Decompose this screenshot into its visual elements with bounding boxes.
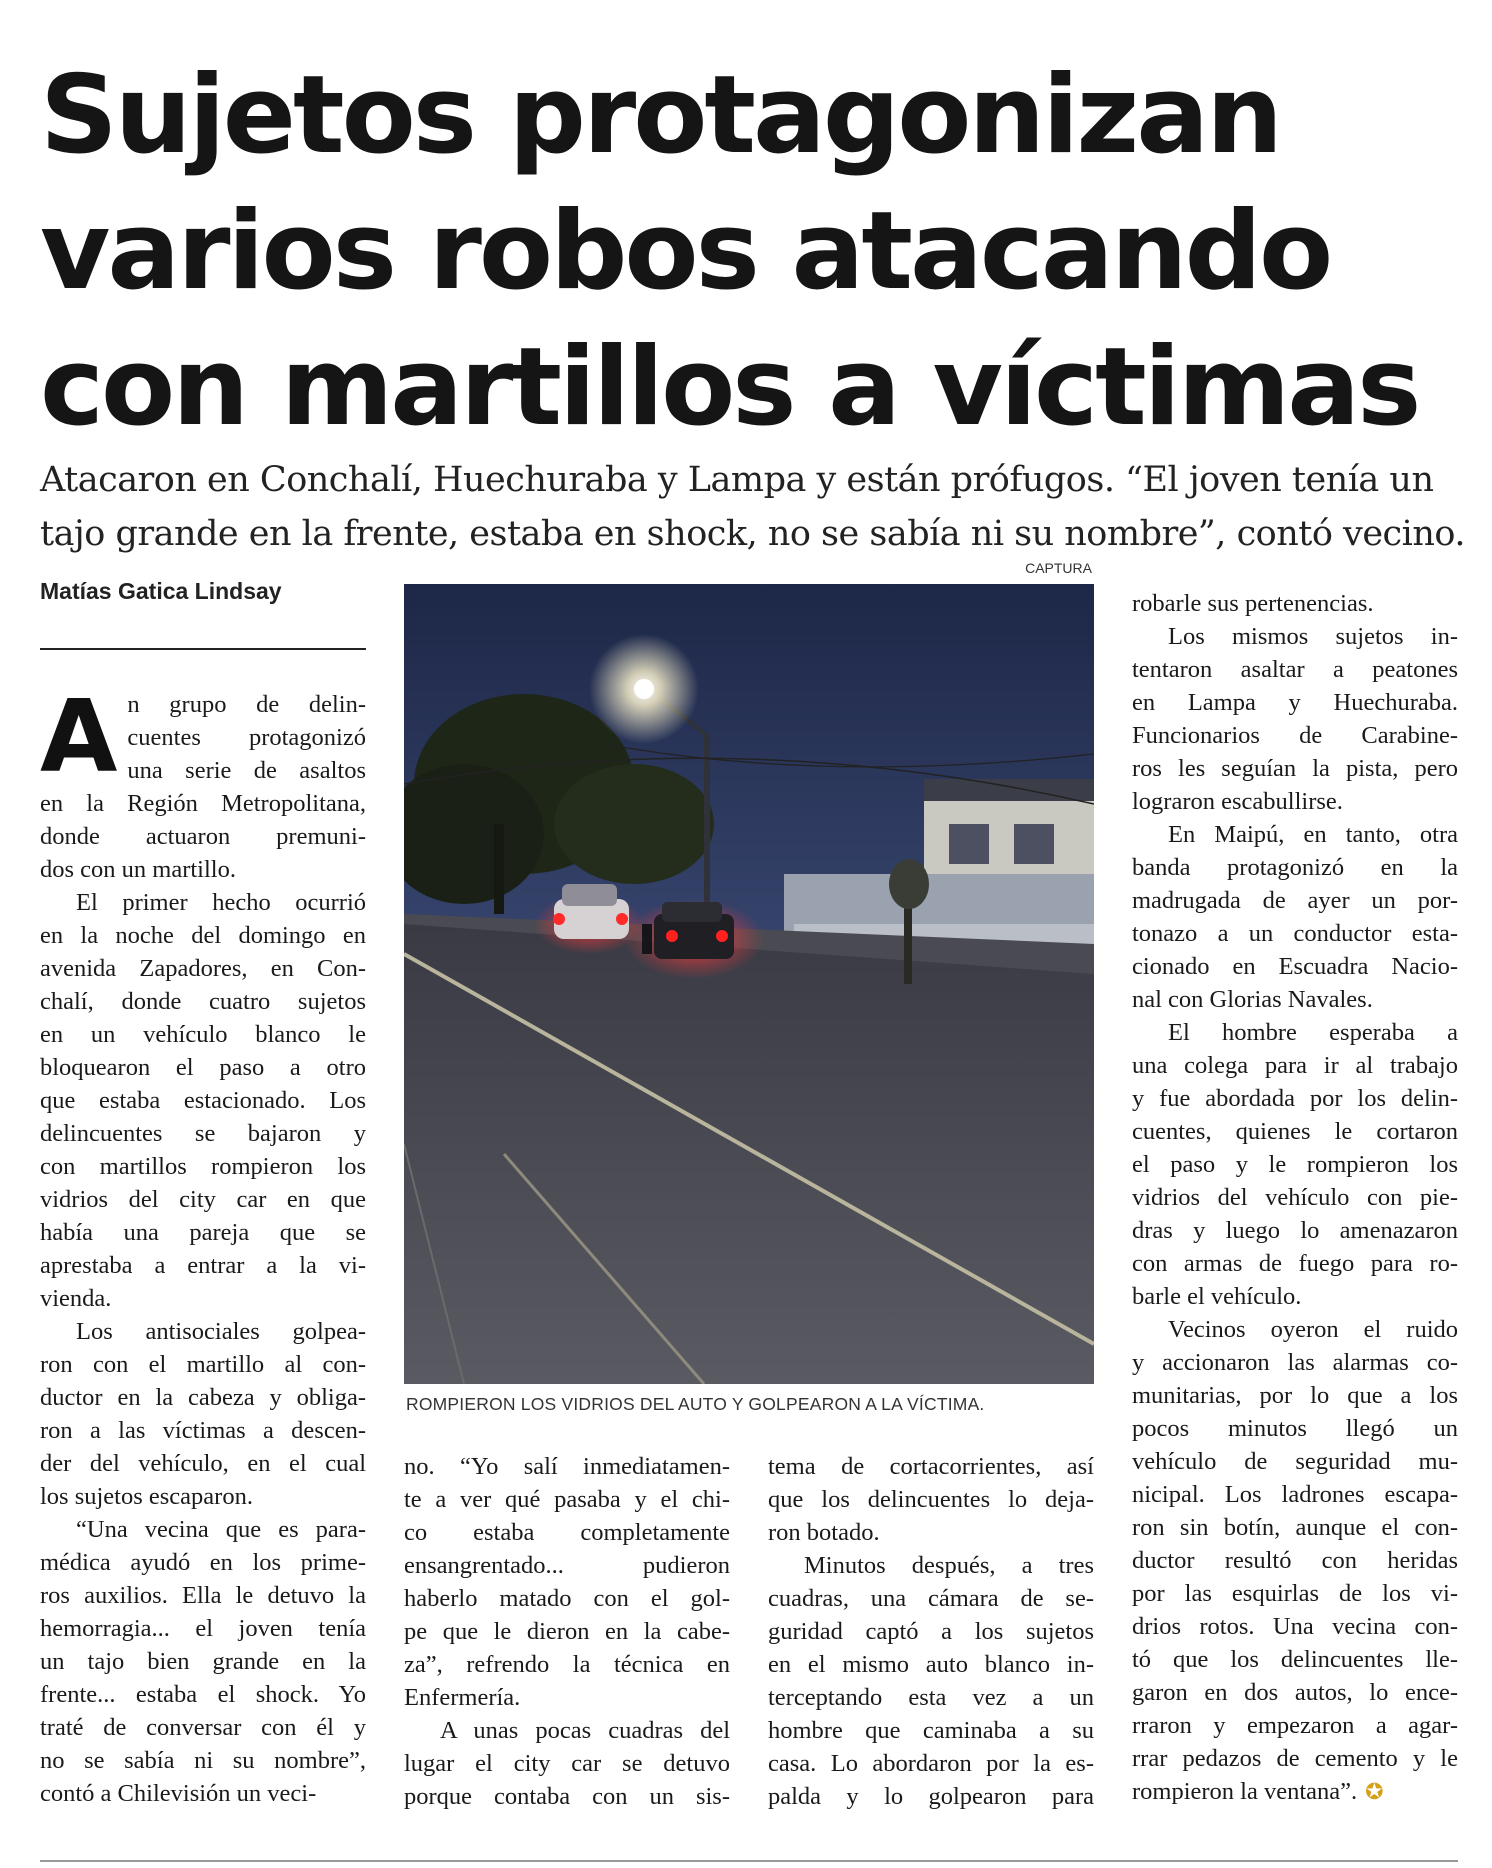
text-line: ros auxilios. Ella le detuvo la (40, 1582, 366, 1609)
text-line: vehículo de seguridad mu- (1132, 1448, 1458, 1475)
byline-divider (40, 648, 366, 650)
text-line: frente... estaba el shock. Yo (40, 1681, 366, 1708)
text-line: dras y luego lo amenazaron (1132, 1217, 1458, 1244)
headline-line: con martillos a víctimas (40, 325, 1419, 450)
text-line: ros les seguían la pista, pero (1132, 755, 1458, 782)
text-line: terceptando esta vez a un (768, 1684, 1094, 1711)
text-line: ron con el martillo al con- (40, 1351, 366, 1378)
text-line: vidrios del city car en que (40, 1186, 366, 1213)
text-line: lograron escabullirse. (1132, 788, 1343, 815)
text-line: Minutos después, a tres (804, 1552, 1094, 1579)
text-line: una colega para ir al trabajo (1132, 1052, 1458, 1079)
text-line: madrugada de ayer un por- (1132, 887, 1458, 914)
text-line: El primer hecho ocurrió (76, 889, 366, 916)
text-line: cuadras, una cámara de se- (768, 1585, 1094, 1612)
text-line: el paso y le rompieron los (1132, 1151, 1458, 1178)
text-line: cuentes, quienes le cortaron (1132, 1118, 1458, 1145)
column-2 (404, 1450, 730, 1813)
text-line: en Lampa y Huechuraba. (1132, 689, 1458, 716)
headline (40, 48, 1460, 456)
text-line: en un vehículo blanco le (40, 1021, 366, 1048)
text-line: pe que le dieron en la cabe- (404, 1618, 730, 1645)
text-line: n grupo de delin- (127, 691, 366, 718)
text-line: za”, refrendo la técnica en (404, 1651, 730, 1678)
text-line: un tajo bien grande en la (40, 1648, 366, 1675)
headline-line: varios robos atacando (40, 189, 1331, 314)
text-line: Vecinos oyeron el ruido (1168, 1316, 1458, 1343)
text-line: Enfermería. (404, 1684, 521, 1711)
column-3 (768, 1450, 1094, 1813)
text-line: tema de cortacorrientes, así (768, 1453, 1094, 1480)
text-line: ductor en la cabeza y obliga- (40, 1384, 366, 1411)
text-line: delincuentes se bajaron y (40, 1120, 366, 1147)
text-line: y fue abordada por los delin- (1132, 1085, 1458, 1112)
text-line: dos con un martillo. (40, 856, 236, 883)
text-line: te a ver qué pasaba y el chi- (404, 1486, 730, 1513)
text-line: en la noche del domingo en (40, 922, 366, 949)
text-line: banda protagonizó en la (1132, 854, 1458, 881)
text-line: donde actuaron premuni- (40, 823, 366, 850)
column-1 (40, 678, 366, 1810)
text-line: con martillos rompieron los (40, 1153, 366, 1180)
text-line: hemorragia... el joven tenía (40, 1615, 366, 1642)
text-line: cionado en Escuadra Nacio- (1132, 953, 1458, 980)
column-4 (1132, 587, 1458, 1809)
text-line: munitarias, por lo que a los (1132, 1382, 1458, 1409)
text-line: cuentes protagonizó (127, 724, 366, 751)
text-line: lugar el city car se detuvo (404, 1750, 730, 1777)
end-mark-icon: ✪ (1365, 1780, 1384, 1805)
subheadline-line: Atacaron en Conchalí, Huechuraba y Lampa y están prófugos. “El joven tenía un (40, 460, 1434, 500)
text-line: vienda. (40, 1285, 112, 1312)
text-line: aprestaba a entrar a la vi- (40, 1252, 366, 1279)
bottom-divider (40, 1860, 1458, 1862)
text-line: ron botado. (768, 1519, 880, 1546)
text-line: robarle sus pertenencias. (1132, 590, 1374, 617)
text-line: ensangrentado... pudieron (404, 1552, 730, 1579)
text-line: ron sin botín, aunque el con- (1132, 1514, 1458, 1541)
text-line: Los mismos sujetos in- (1168, 623, 1458, 650)
text-line: Los antisociales golpea- (76, 1318, 366, 1345)
text-line: chalí, donde cuatro sujetos (40, 988, 366, 1015)
article-photo (404, 584, 1094, 1384)
text-line: que estaba estacionado. Los (40, 1087, 366, 1114)
text-line: por las esquirlas de los vi- (1132, 1580, 1458, 1607)
text-line: con armas de fuego para ro- (1132, 1250, 1458, 1277)
text-line: “Una vecina que es para- (76, 1516, 366, 1543)
text-line: en la Región Metropolitana, (40, 790, 366, 817)
byline: Matías Gatica Lindsay (40, 578, 282, 604)
text-line: no. “Yo salí inmediatamen- (404, 1453, 730, 1480)
text-line: guridad captó a los sujetos (768, 1618, 1094, 1645)
text-line: ron a las víctimas a descen- (40, 1417, 366, 1444)
text-line: rompieron la ventana”. (1132, 1778, 1358, 1805)
text-line: En Maipú, en tanto, otra (1168, 821, 1458, 848)
text-line: barle el vehículo. (1132, 1283, 1302, 1310)
text-line: y accionaron las alarmas co- (1132, 1349, 1458, 1376)
text-line: casa. Lo abordaron por la es- (768, 1750, 1094, 1777)
text-line: no se sabía ni su nombre”, (40, 1747, 366, 1774)
text-line: contó a Chilevisión un veci- (40, 1780, 317, 1807)
photo-credit: CAPTURA (1025, 560, 1092, 576)
text-line: nal con Glorias Navales. (1132, 986, 1373, 1013)
text-line: vidrios del vehículo con pie- (1132, 1184, 1458, 1211)
text-line: ductor resultó con heridas (1132, 1547, 1458, 1574)
text-line: tentaron asaltar a peatones (1132, 656, 1458, 683)
text-line: que los delincuentes lo deja- (768, 1486, 1094, 1513)
text-line: rrar pedazos de cemento y le (1132, 1745, 1458, 1772)
text-line: der del vehículo, en el cual (40, 1450, 366, 1477)
text-line: nicipal. Los ladrones escapa- (1132, 1481, 1458, 1508)
text-line: porque contaba con un sis- (404, 1783, 730, 1810)
night-street-photo (404, 584, 1094, 1384)
text-line: garon en dos autos, lo ence- (1132, 1679, 1458, 1706)
drop-cap: A (40, 678, 118, 795)
text-line: pocos minutos llegó un (1132, 1415, 1458, 1442)
text-line: médica ayudó en los prime- (40, 1549, 366, 1576)
text-line: A unas pocas cuadras del (440, 1717, 730, 1744)
photo-caption: ROMPIERON LOS VIDRIOS DEL AUTO Y GOLPEARON A LA VÍCTIMA. (406, 1394, 985, 1414)
text-line: haberlo matado con el gol- (404, 1585, 730, 1612)
text-line: palda y lo golpearon para (768, 1783, 1094, 1810)
subheadline (40, 453, 1465, 561)
text-line: una serie de asaltos (127, 757, 366, 784)
text-line: hombre que caminaba a su (768, 1717, 1094, 1744)
text-line: había una pareja que se (40, 1219, 366, 1246)
text-line: tonazo a un conductor esta- (1132, 920, 1458, 947)
text-line: co estaba completamente (404, 1519, 730, 1546)
text-line: rraron y empezaron a agar- (1132, 1712, 1458, 1739)
text-line: traté de conversar con él y (40, 1714, 366, 1741)
text-line: drios rotos. Una vecina con- (1132, 1613, 1458, 1640)
text-line: los sujetos escaparon. (40, 1483, 253, 1510)
subheadline-line: tajo grande en la frente, estaba en shock, no se sabía ni su nombre”, contó vecino. (40, 514, 1465, 554)
text-line: en el mismo auto blanco in- (768, 1651, 1094, 1678)
text-line: tó que los delincuentes lle- (1132, 1646, 1458, 1673)
text-line: avenida Zapadores, en Con- (40, 955, 366, 982)
text-line: El hombre esperaba a (1168, 1019, 1458, 1046)
text-line: Funcionarios de Carabine- (1132, 722, 1458, 749)
headline-line: Sujetos protagonizan (40, 53, 1280, 178)
text-line: bloquearon el paso a otro (40, 1054, 366, 1081)
